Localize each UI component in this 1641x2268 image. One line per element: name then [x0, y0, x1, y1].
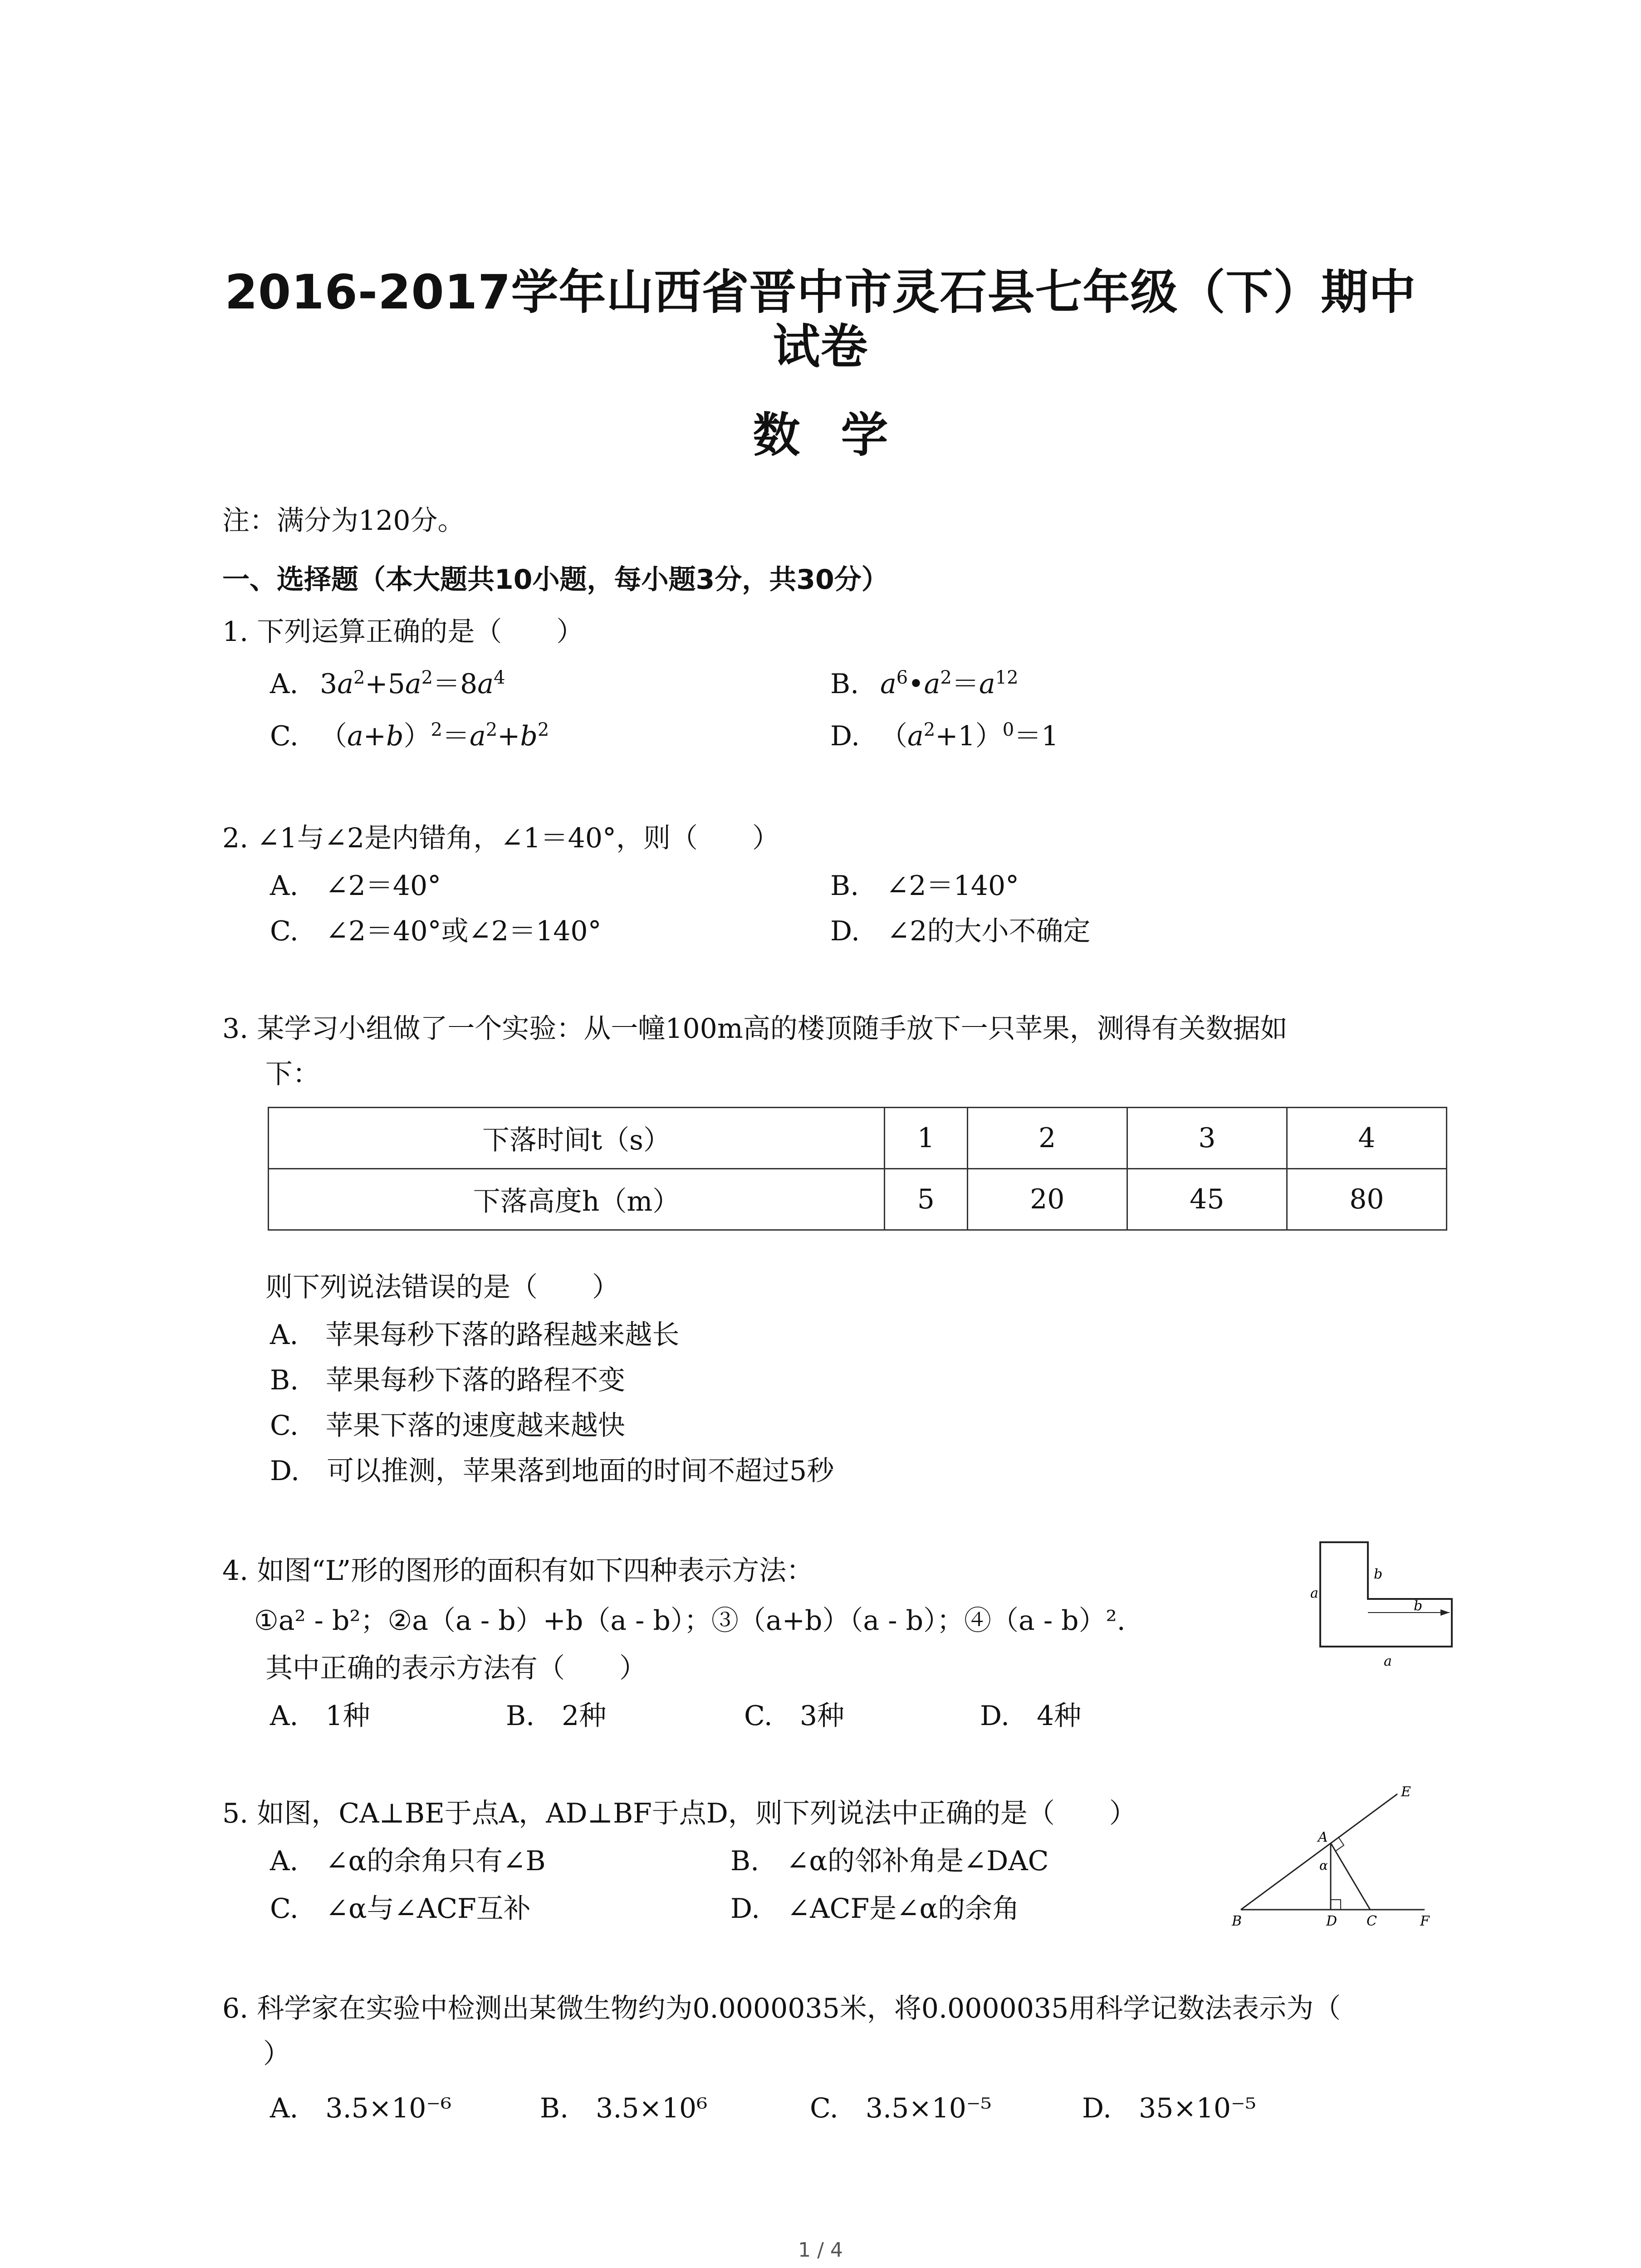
- point-label-e: E: [1401, 1784, 1411, 1800]
- q1-option-c-label: C.: [270, 720, 299, 752]
- angle-label-alpha: α: [1319, 1858, 1328, 1873]
- table-cell: 2: [967, 1108, 1127, 1169]
- line-be: [1241, 1794, 1397, 1910]
- q6-option-c: C. 3.5×10⁻⁵: [810, 2092, 992, 2124]
- q6-option-a: A. 3.5×10⁻⁶: [270, 2092, 452, 2124]
- q5-option-c: C. ∠α与∠ACF互补: [270, 1893, 531, 1925]
- row-label-height: 下落高度h（m）: [269, 1169, 885, 1230]
- q2-option-a: A. ∠2＝40°: [270, 870, 441, 902]
- table-cell: 1: [885, 1108, 968, 1169]
- q3-stem-line-2: 下：: [265, 1058, 320, 1090]
- q5-stem: 5. 如图，CA⊥BE于点A，AD⊥BF于点D，则下列说法中正确的是（ ）: [222, 1798, 1136, 1829]
- q2-option-b: B. ∠2＝140°: [830, 870, 1019, 902]
- point-label-a: A: [1318, 1829, 1328, 1845]
- q1-option-b-label: B.: [830, 668, 859, 700]
- q3-option-d: D. 可以推测，苹果落到地面的时间不超过5秒: [270, 1455, 834, 1487]
- table-cell: 3: [1127, 1108, 1287, 1169]
- q6-stem-line-2: ）: [263, 2038, 290, 2070]
- q3-option-c: C. 苹果下落的速度越来越快: [270, 1410, 625, 1442]
- q1-option-a: A. $3a^2+5a^2=8a^4$: [270, 667, 505, 700]
- fig-label-a-left: a: [1310, 1585, 1318, 1601]
- point-label-c: C: [1367, 1913, 1377, 1929]
- q4-option-d: D. 4种: [980, 1700, 1082, 1732]
- table-cell: 4: [1287, 1108, 1446, 1169]
- table-row: [269, 1169, 1447, 1230]
- q5-geometry-figure: [1225, 1774, 1443, 1937]
- q1-stem: 1. 下列运算正确的是（ ）: [222, 616, 584, 648]
- q1-option-d-label: D.: [830, 720, 860, 752]
- fig-label-a-bottom: a: [1384, 1653, 1392, 1669]
- table-cell: 45: [1127, 1169, 1287, 1230]
- q2-stem: 2. ∠1与∠2是内错角，∠1＝40°，则（ ）: [222, 822, 780, 854]
- section-heading: 一、选择题（本大题共10小题，每小题3分，共30分）: [222, 564, 889, 596]
- q3-stem-line-1: 3. 某学习小组做了一个实验：从一幢100m高的楼顶随手放下一只苹果，测得有关数据如: [222, 1013, 1288, 1045]
- q4-stem: 4. 如图“L”形的图形的面积有如下四种表示方法：: [222, 1555, 814, 1587]
- q1-option-b: B. $a^6•a^2=a^{12}$: [830, 667, 1019, 700]
- q4-option-a: A. 1种: [270, 1700, 370, 1732]
- q2-option-c: C. ∠2＝40°或∠2＝140°: [270, 915, 602, 947]
- q3-option-b: B. 苹果每秒下落的路程不变: [270, 1364, 626, 1396]
- fig-label-b-inner: b: [1414, 1598, 1423, 1614]
- q1-option-d: D. $(a^2+1)^0=1$: [830, 719, 1059, 752]
- table-cell: 20: [967, 1169, 1127, 1230]
- table-cell: 80: [1287, 1169, 1446, 1230]
- q4-methods: ①a² - b²；②a（a - b）+b（a - b）；③（a+b）（a - b）；④（a - b）².: [254, 1605, 1126, 1637]
- q6-option-b: B. 3.5×10⁶: [540, 2092, 708, 2124]
- point-label-f: F: [1420, 1913, 1430, 1929]
- arrow-right-icon: [1440, 1609, 1450, 1616]
- q5-option-b: B. ∠α的邻补角是∠DAC: [730, 1845, 1049, 1877]
- q4-ask: 其中正确的表示方法有（ ）: [265, 1652, 647, 1684]
- q1-option-c: C. $(a+b)^2=a^2+b^2$: [270, 719, 549, 752]
- title-line-1: 2016-2017学年山西省晋中市灵石县七年级（下）期中: [225, 264, 1416, 320]
- q4-l-shape-figure: [1302, 1533, 1465, 1669]
- page-number: 1 / 4: [798, 2239, 843, 2262]
- fig-label-b-top: b: [1374, 1566, 1383, 1582]
- q2-option-d: D. ∠2的大小不确定: [830, 915, 1091, 947]
- q4-option-c: C. 3种: [744, 1700, 845, 1732]
- subject-heading: 数学: [753, 407, 929, 463]
- right-angle-mark-d: [1331, 1900, 1341, 1910]
- q4-option-b: B. 2种: [506, 1700, 607, 1732]
- table-row: [269, 1108, 1447, 1169]
- row-label-time: 下落时间t（s）: [269, 1108, 885, 1169]
- score-note: 注：满分为120分。: [222, 505, 465, 537]
- q3-ask: 则下列说法错误的是（ ）: [265, 1271, 619, 1303]
- point-label-d: D: [1326, 1913, 1337, 1929]
- q3-data-table: [268, 1107, 1447, 1231]
- q1-option-a-label: A.: [270, 668, 299, 700]
- l-shape-outline: [1320, 1542, 1452, 1647]
- q5-option-d: D. ∠ACF是∠α的余角: [730, 1893, 1019, 1925]
- q3-option-a: A. 苹果每秒下落的路程越来越长: [270, 1319, 680, 1351]
- title-line-2: 试卷: [773, 319, 868, 374]
- q6-stem-line-1: 6. 科学家在实验中检测出某微生物约为0.0000035米，将0.0000035用科学记数法表示为（: [222, 1993, 1341, 2024]
- table-cell: 5: [885, 1169, 968, 1230]
- q6-option-d: D. 35×10⁻⁵: [1082, 2092, 1256, 2124]
- q5-option-a: A. ∠α的余角只有∠B: [270, 1845, 546, 1877]
- point-label-b: B: [1232, 1913, 1242, 1929]
